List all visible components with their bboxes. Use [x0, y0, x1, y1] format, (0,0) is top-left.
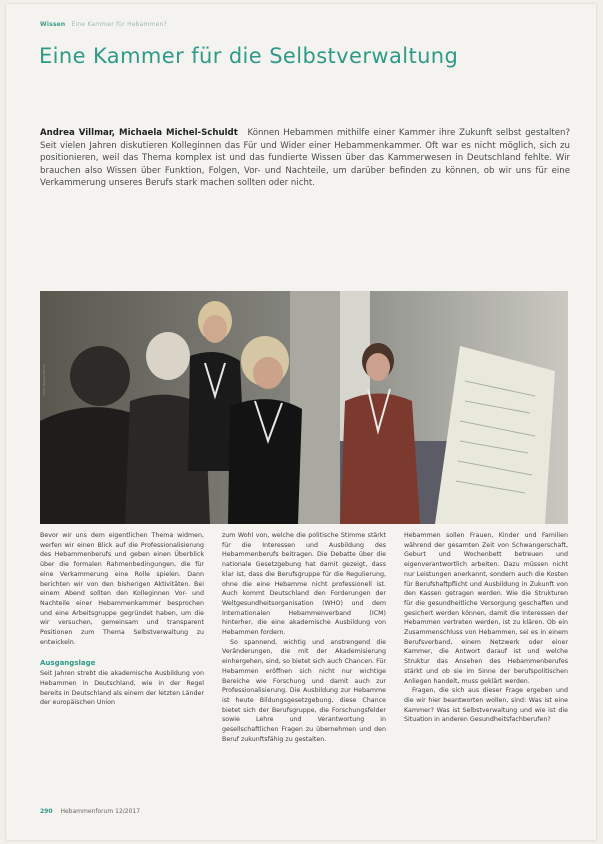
body-column-2: [222, 531, 386, 801]
body-paragraph: Seit Jahren strebt die akademische Ausbildung von Hebammen in Deutschland, wie in der Regel bereits in Deutschland als einem der letzten Länder der europäischen Union: [40, 670, 204, 707]
page-number: 290: [40, 808, 53, 815]
section-subhead: Ausgangslage: [40, 659, 96, 668]
body-paragraph: Hebammen sollen Frauen, Kinder und Familien während der gesamten Zeit von Schwangerschaft, Geburt und Wochenbett betreuen und eigenverantwortlich arbeiten. Dazu müssen nicht nur Leistungen anerkannt, sondern auch die Kosten für Berufshaftpflicht und Ausbildung in Zukunft von den Kassen getragen werden. Wie die Strukturen für die gesundheitliche Versorgung geschaffen und gesichert werden können, damit die Interessen der Hebammen vertreten werden, ist zu klären. Ob ein Zusammenschluss von Hebammen, sei es in einem Berufsverband, einem Netzwerk oder einer Kammer, die Antwort darauf ist und welche Struktur das Ansehen des Hebammenberufes stärkt und ob sie im Sinne der berufspolitischen Anliegen handelt, muss geklärt werden.: [404, 532, 568, 685]
lead-text: Können Hebammen mithilfe einer Kammer ihre Zukunft selbst gestalten? Seit vielen Jahren diskutieren Kolleginnen das Für und Wider einer Hebammenkammer. Oft war es nicht möglich, sich zu positionieren, weil das Thema komplex ist und das fundierte Wissen über das Kammerwesen in Deutschland fehlte. Wir brauchen also Wissen über Funktion, Folgen, Vor- und Nachteile, um darüber befinden zu können, ob wir uns für eine Verkammerung unseres Berufs stark machen sollten oder nicht.: [40, 128, 571, 189]
photo-credit: Foto: Andrea Villmar: [42, 364, 46, 395]
journal-name: Hebammenforum 12/2017: [60, 808, 141, 815]
page-footer: [40, 808, 140, 815]
article-authors: Andrea Villmar, Michaela Michel-Schuldt: [40, 128, 238, 138]
topic-label: Eine Kammer für Hebammen?: [71, 21, 167, 28]
body-paragraph: Fragen, die sich aus dieser Frage ergeben und die wir hier beantworten wollen, sind: Was ist eine Kammer? Was ist Selbstverwaltung und wie ist die Situation in anderen Gesundheitsfachberufen?: [404, 687, 568, 724]
article-photo: [40, 291, 568, 524]
section-label: Wissen: [40, 21, 66, 28]
article-headline: Eine Kammer für die Selbstverwaltung: [39, 44, 459, 68]
body-column-1: [40, 531, 204, 801]
body-column-3: [404, 531, 568, 801]
body-paragraph: zum Wohl von, welche die politische Stimme stärkt für die Interessen und Ausbildung des Hebammenberufs beitragen. Die Debatte über die nationale Gesetzgebung hat damit gezeigt, dass klar ist, dass die Berufsgruppe für die Regulierung, ohne die eine Hebamme nicht professionell ist. Auch kommt Deutschland den Forderungen der Weltgesundheitsorganisation (WHO) und dem Internationalen Hebammenverband (ICM) hinterher, die eine akademische Ausbildung von Hebammen fordern.: [222, 532, 386, 637]
article-lead: [40, 127, 570, 190]
photo-illustration: [40, 291, 568, 524]
running-head: [40, 21, 167, 28]
article-body: [40, 531, 568, 801]
magazine-page: [6, 4, 596, 840]
body-paragraph: Bevor wir uns dem eigentlichen Thema widmen, werfen wir einen Blick auf die Professionalisierung des Hebammenberufs und geben einen Überblick über die formalen Rahmenbedingungen, die für eine Verkammerung eine Rolle spielen. Dann berichten wir von den bisherigen Aktivitäten. Bei einem Abend sollten den Kolleginnen Vor- und Nachteile einer Hebammenkammer besprochen und eine Arbeitsgruppe gegründet haben, um die wir versuchen, gemeinsam und transparent Positionen zum Thema Selbstverwaltung zu entwickeln.: [40, 532, 204, 646]
body-paragraph: So spannend, wichtig und anstrengend die Veränderungen, die mit der Akademisierung einhergehen, sind, so bietet sich auch Chancen. Für Hebammen eröffnen sich nicht nur wichtige Bereiche wie Forschung und damit auch zur Professionalisierung. Die Ausbildung zur Hebamme ist heute Bildungsgesetzgebung, diese Chance bietet sich der Berufsgruppe, die Forschungsfelder sowie Lehre und Verantwortung in gesellschaftlichen Fragen zu übernehmen und den Beruf zukunftsfähig zu gestalten.: [222, 638, 386, 743]
